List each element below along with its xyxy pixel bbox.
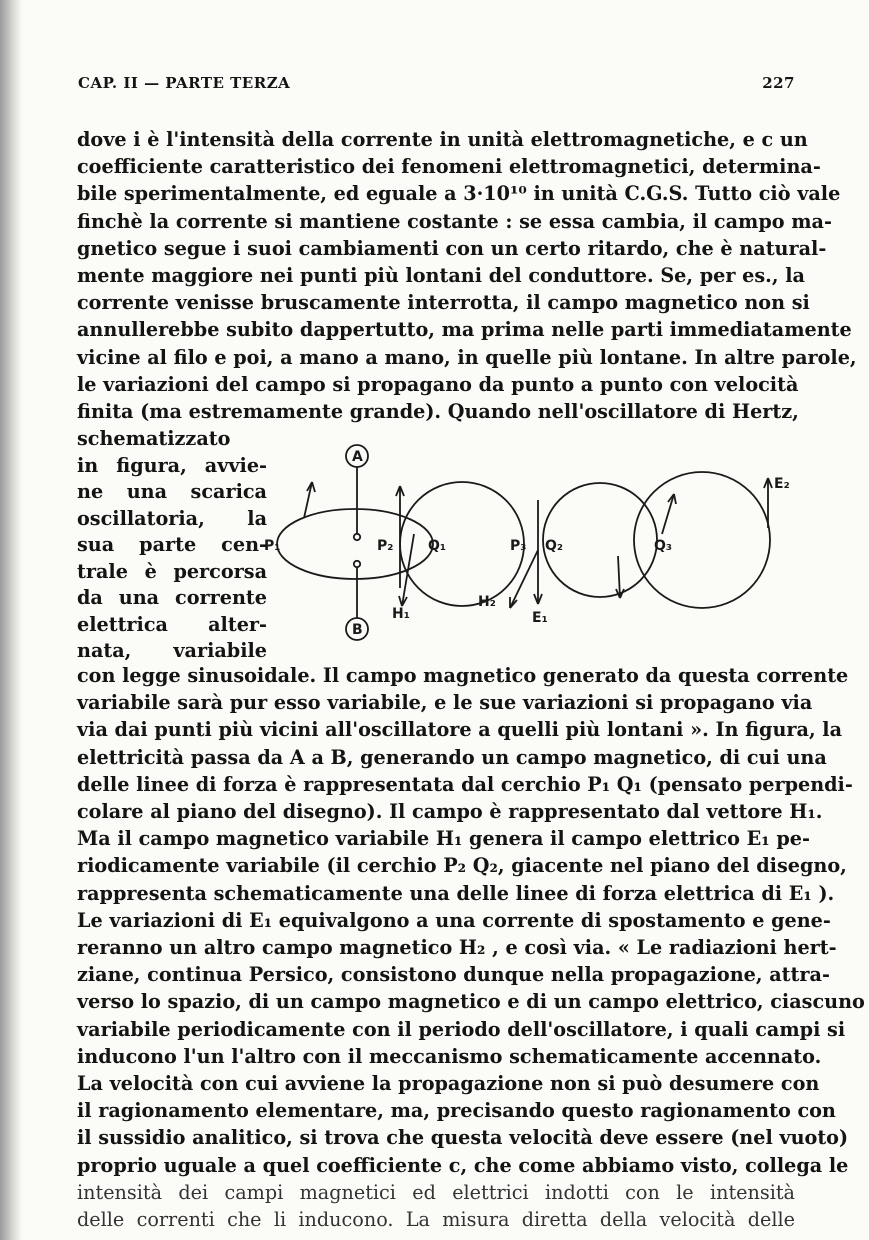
text-line: ne una scarica bbox=[77, 480, 267, 503]
text-line: le variazioni del campo si propagano da punto a punto con velocità bbox=[77, 372, 799, 396]
running-header bbox=[78, 74, 795, 92]
text-line: intensità dei campi magnetici ed elettrici indotti con le intensità bbox=[77, 1180, 795, 1204]
text-line: Ma il campo magnetico variabile H₁ genera il campo elettrico E₁ pe- bbox=[77, 827, 810, 851]
text-line: La velocità con cui avviene la propagazione non si può desumere con bbox=[77, 1072, 820, 1096]
text-line: vicine al filo e poi, a mano a mano, in quelle più lontane. In altre parole, bbox=[77, 345, 857, 369]
text-line: il ragionamento elementare, ma, precisando questo ragionamento con bbox=[77, 1099, 836, 1123]
arrow-q3 bbox=[662, 494, 674, 534]
text-line: inducono l'un l'altro con il meccanismo schematicamente accennato. bbox=[77, 1044, 822, 1068]
text-line: sua parte cen- bbox=[77, 533, 267, 556]
text-line: elettrica alter- bbox=[77, 612, 267, 636]
electric-loop-p2-q2 bbox=[400, 482, 527, 606]
text-line: Le variazioni di E₁ equivalgono a una corrente di spostamento e gene- bbox=[77, 908, 831, 932]
spark-gap-ball-upper bbox=[354, 534, 360, 540]
text-line: oscillatoria, la bbox=[77, 506, 267, 530]
text-line: rappresenta schematicamente una delle linee di forza elettrica di E₁ ). bbox=[77, 881, 835, 905]
text-line: da una corrente bbox=[77, 586, 267, 609]
text-line: nata, variabile bbox=[77, 639, 267, 662]
text-line: gnetico segue i suoi cambiamenti con un certo ritardo, che è natural- bbox=[77, 236, 827, 260]
label-p2: P₂ bbox=[377, 538, 394, 554]
text-line: in figura, avvie- bbox=[77, 453, 267, 477]
magnetic-line-p1-q1 bbox=[277, 509, 433, 579]
label-b: B bbox=[352, 622, 363, 638]
text-line: reranno un altro campo magnetico H₂ , e così via. « Le radiazioni hert- bbox=[77, 936, 837, 960]
page-number: 227 bbox=[762, 74, 795, 92]
text-line: trale è percorsa bbox=[77, 559, 267, 583]
label-q1: Q₁ bbox=[428, 538, 447, 554]
text-line: schematizzato bbox=[77, 427, 231, 450]
text-line: verso lo spazio, di un campo magnetico e di un campo elettrico, ciascuno bbox=[77, 990, 865, 1014]
text-line: corrente venisse bruscamente interrotta, il campo magnetico non si bbox=[77, 291, 810, 315]
label-p3: P₃ bbox=[510, 538, 527, 554]
spark-gap-ball-lower bbox=[354, 561, 360, 567]
text-line: finita (ma estremamente grande). Quando nell'oscillatore di Hertz, bbox=[77, 400, 799, 424]
text-line: finchè la corrente si mantiene costante : se essa cambia, il campo ma- bbox=[77, 209, 832, 233]
label-p1: P₁ bbox=[264, 538, 281, 554]
label-h1: H₁ bbox=[392, 606, 410, 622]
chapter-heading: CAP. II — PARTE TERZA bbox=[78, 74, 291, 92]
text-line: riodicamente variabile (il cerchio P₂ Q₂, giacente nel piano del disegno, bbox=[77, 854, 847, 878]
text-line: coefficiente caratteristico dei fenomeni elettromagnetici, determina- bbox=[77, 155, 821, 179]
label-e2: E₂ bbox=[774, 476, 790, 492]
text-line: variabile periodicamente con il periodo dell'oscillatore, i quali campi si bbox=[77, 1017, 846, 1041]
paragraph-bottom bbox=[77, 662, 865, 1233]
hertz-oscillator-diagram bbox=[262, 438, 802, 658]
arrow-down-small bbox=[618, 556, 620, 598]
label-h2: H₂ bbox=[478, 594, 496, 610]
label-a: A bbox=[352, 449, 363, 465]
text-line: con legge sinusoidale. Il campo magnetico generato da questa corrente bbox=[77, 664, 849, 687]
text-line: annullerebbe subito dappertutto, ma prima nelle parti immediatamente bbox=[77, 318, 852, 342]
label-q3: Q₃ bbox=[654, 538, 673, 554]
label-q2: Q₂ bbox=[545, 538, 564, 554]
paragraph-top bbox=[77, 126, 857, 425]
text-line: colare al piano del disegno). Il campo è rappresentato dal vettore H₁. bbox=[77, 800, 823, 824]
text-line: bile sperimentalmente, ed eguale a 3·10¹⁰ in unità C.G.S. Tutto ciò vale bbox=[77, 182, 841, 206]
side-text-column bbox=[77, 426, 267, 665]
label-e1: E₁ bbox=[532, 610, 548, 626]
text-line: proprio uguale a quel coefficiente c, che come abbiamo visto, collega le bbox=[77, 1153, 849, 1177]
text-line: ziane, continua Persico, consistono dunque nella propagazione, attra- bbox=[77, 963, 830, 987]
text-line: il sussidio analitico, si trova che questa velocità deve essere (nel vuoto) bbox=[77, 1126, 849, 1150]
text-line: mente maggiore nei punti più lontani del conduttore. Se, per es., la bbox=[77, 264, 805, 288]
text-line: elettricità passa da A a B, generando un campo magnetico, di cui una bbox=[77, 745, 827, 769]
text-line: delle linee di forza è rappresentata dal cerchio P₁ Q₁ (pensato perpendi- bbox=[77, 772, 853, 796]
text-line: via dai punti più vicini all'oscillatore a quelli più lontani ». In figura, la bbox=[77, 718, 843, 742]
arrow-h1 bbox=[402, 534, 414, 606]
text-line: variabile sarà pur esso variabile, e le sue variazioni si propagano via bbox=[77, 691, 813, 715]
page-spine-shadow bbox=[0, 0, 22, 1240]
text-line: delle correnti che li inducono. La misura diretta della velocità delle bbox=[77, 1208, 795, 1232]
text-line: dove i è l'intensità della corrente in unità elettromagnetiche, e c un bbox=[77, 128, 808, 151]
